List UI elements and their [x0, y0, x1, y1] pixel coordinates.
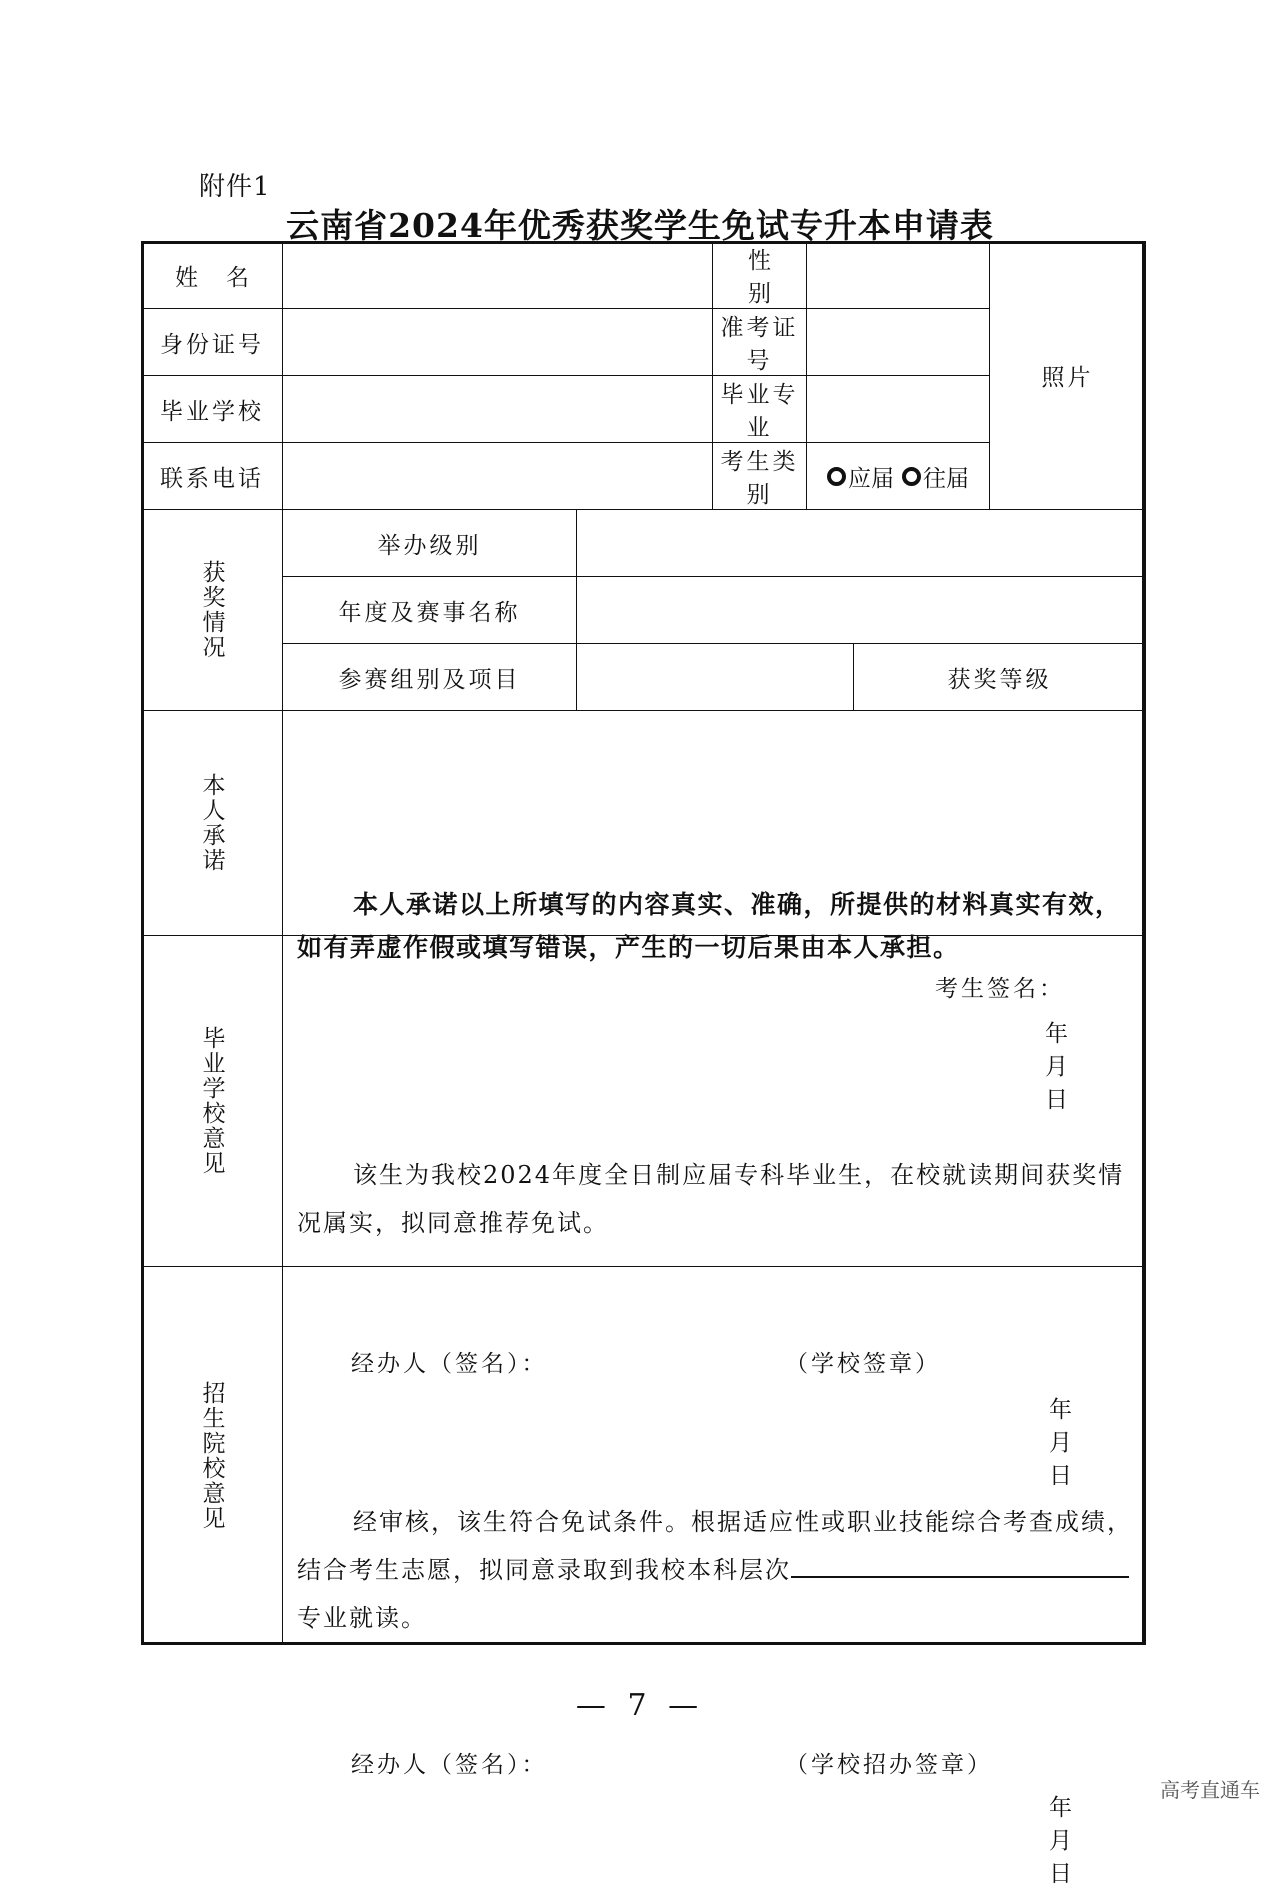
form-title: 云南省2024年优秀获奖学生免试专升本申请表: [286, 206, 994, 245]
watermark: 高考直通车: [1160, 1778, 1260, 1802]
school-field[interactable]: [283, 376, 713, 443]
admission-opinion-section-label: [142, 1267, 283, 1645]
school-opinion-date: 年 月 日: [1049, 1397, 1136, 1489]
gender-label: 性别: [713, 242, 807, 309]
radio-previous-year-label: 往届: [923, 465, 970, 492]
award-section-label: [142, 510, 283, 711]
id-number-label: 身份证号: [142, 309, 283, 376]
candidate-signature-label: 考生签名：: [935, 976, 1065, 1002]
radio-current-year-label: 应届: [848, 465, 895, 492]
pledge-section-label: [142, 711, 283, 936]
exam-number-label: 准考证号: [713, 309, 807, 376]
admission-opinion-text: 经审核，该生符合免试条件。根据适应性或职业技能综合考查成绩，结合考生志愿，拟同意录取到我校本科层次: [297, 1507, 1133, 1584]
radio-icon: [902, 467, 921, 486]
school-seal-label: （学校签章）: [785, 1351, 941, 1377]
award-level-label: 举办级别: [283, 510, 577, 577]
pledge-date: 年 月 日: [1045, 1021, 1132, 1113]
major-label: 毕业专业: [713, 376, 807, 443]
school-label: 毕业学校: [142, 376, 283, 443]
exam-number-field[interactable]: [807, 309, 990, 376]
group-item-field[interactable]: [577, 644, 854, 711]
school-opinion-section-label: [142, 936, 283, 1267]
radio-current-year[interactable]: [827, 460, 894, 493]
admission-opinion-text-end: 专业就读。: [297, 1603, 427, 1632]
group-item-label: 参赛组别及项目: [283, 644, 577, 711]
school-handler-label: 经办人（签名）：: [351, 1351, 548, 1377]
admission-handler-label: 经办人（签名）：: [351, 1751, 548, 1778]
radio-previous-year[interactable]: [902, 460, 969, 493]
category-options: [807, 443, 990, 510]
award-grade-label: 获奖等级: [854, 644, 1146, 711]
category-label: 考生类别: [713, 443, 807, 510]
school-opinion-section-text: 毕业学校意见: [198, 1026, 225, 1176]
phone-field[interactable]: [283, 443, 713, 510]
admission-opinion-paragraph: [297, 1498, 1133, 1594]
major-blank-line[interactable]: [791, 1554, 1129, 1578]
name-field[interactable]: [283, 242, 713, 309]
gender-field[interactable]: [807, 242, 990, 309]
photo-label: 照片: [1041, 365, 1094, 391]
attachment-label: 附件1: [199, 172, 271, 202]
school-opinion-text: 该生为我校2024年度全日制应届专科毕业生，在校就读期间获奖情况属实，拟同意推荐免试。: [297, 1161, 1125, 1237]
pledge-text: 本人承诺以上所填写的内容真实、准确，所提供的材料真实有效，如有弄虚作假或填写错误，产生的一切后果由本人承担。: [297, 890, 1122, 962]
award-level-field[interactable]: [577, 510, 1146, 577]
award-section-text: 获奖情况: [198, 560, 225, 660]
photo-box[interactable]: [990, 242, 1146, 510]
admission-seal-label: （学校招办签章）: [785, 1751, 993, 1778]
page-number: — 7 —: [575, 1688, 705, 1723]
name-label: 姓名: [142, 242, 283, 309]
application-form-table: [141, 241, 1146, 1887]
id-number-field[interactable]: [283, 309, 713, 376]
year-event-label: 年度及赛事名称: [283, 577, 577, 644]
pledge-cell: [283, 711, 1146, 1113]
phone-label: 联系电话: [142, 443, 283, 510]
year-event-field[interactable]: [577, 577, 1146, 644]
admission-opinion-section-text: 招生院校意见: [198, 1380, 225, 1531]
major-field[interactable]: [807, 376, 990, 443]
admission-opinion-date: 年 月 日: [1049, 1794, 1136, 1887]
radio-icon: [827, 467, 846, 486]
admission-opinion-cell: [283, 1267, 1146, 1887]
pledge-section-text: 本人承诺: [198, 773, 225, 873]
